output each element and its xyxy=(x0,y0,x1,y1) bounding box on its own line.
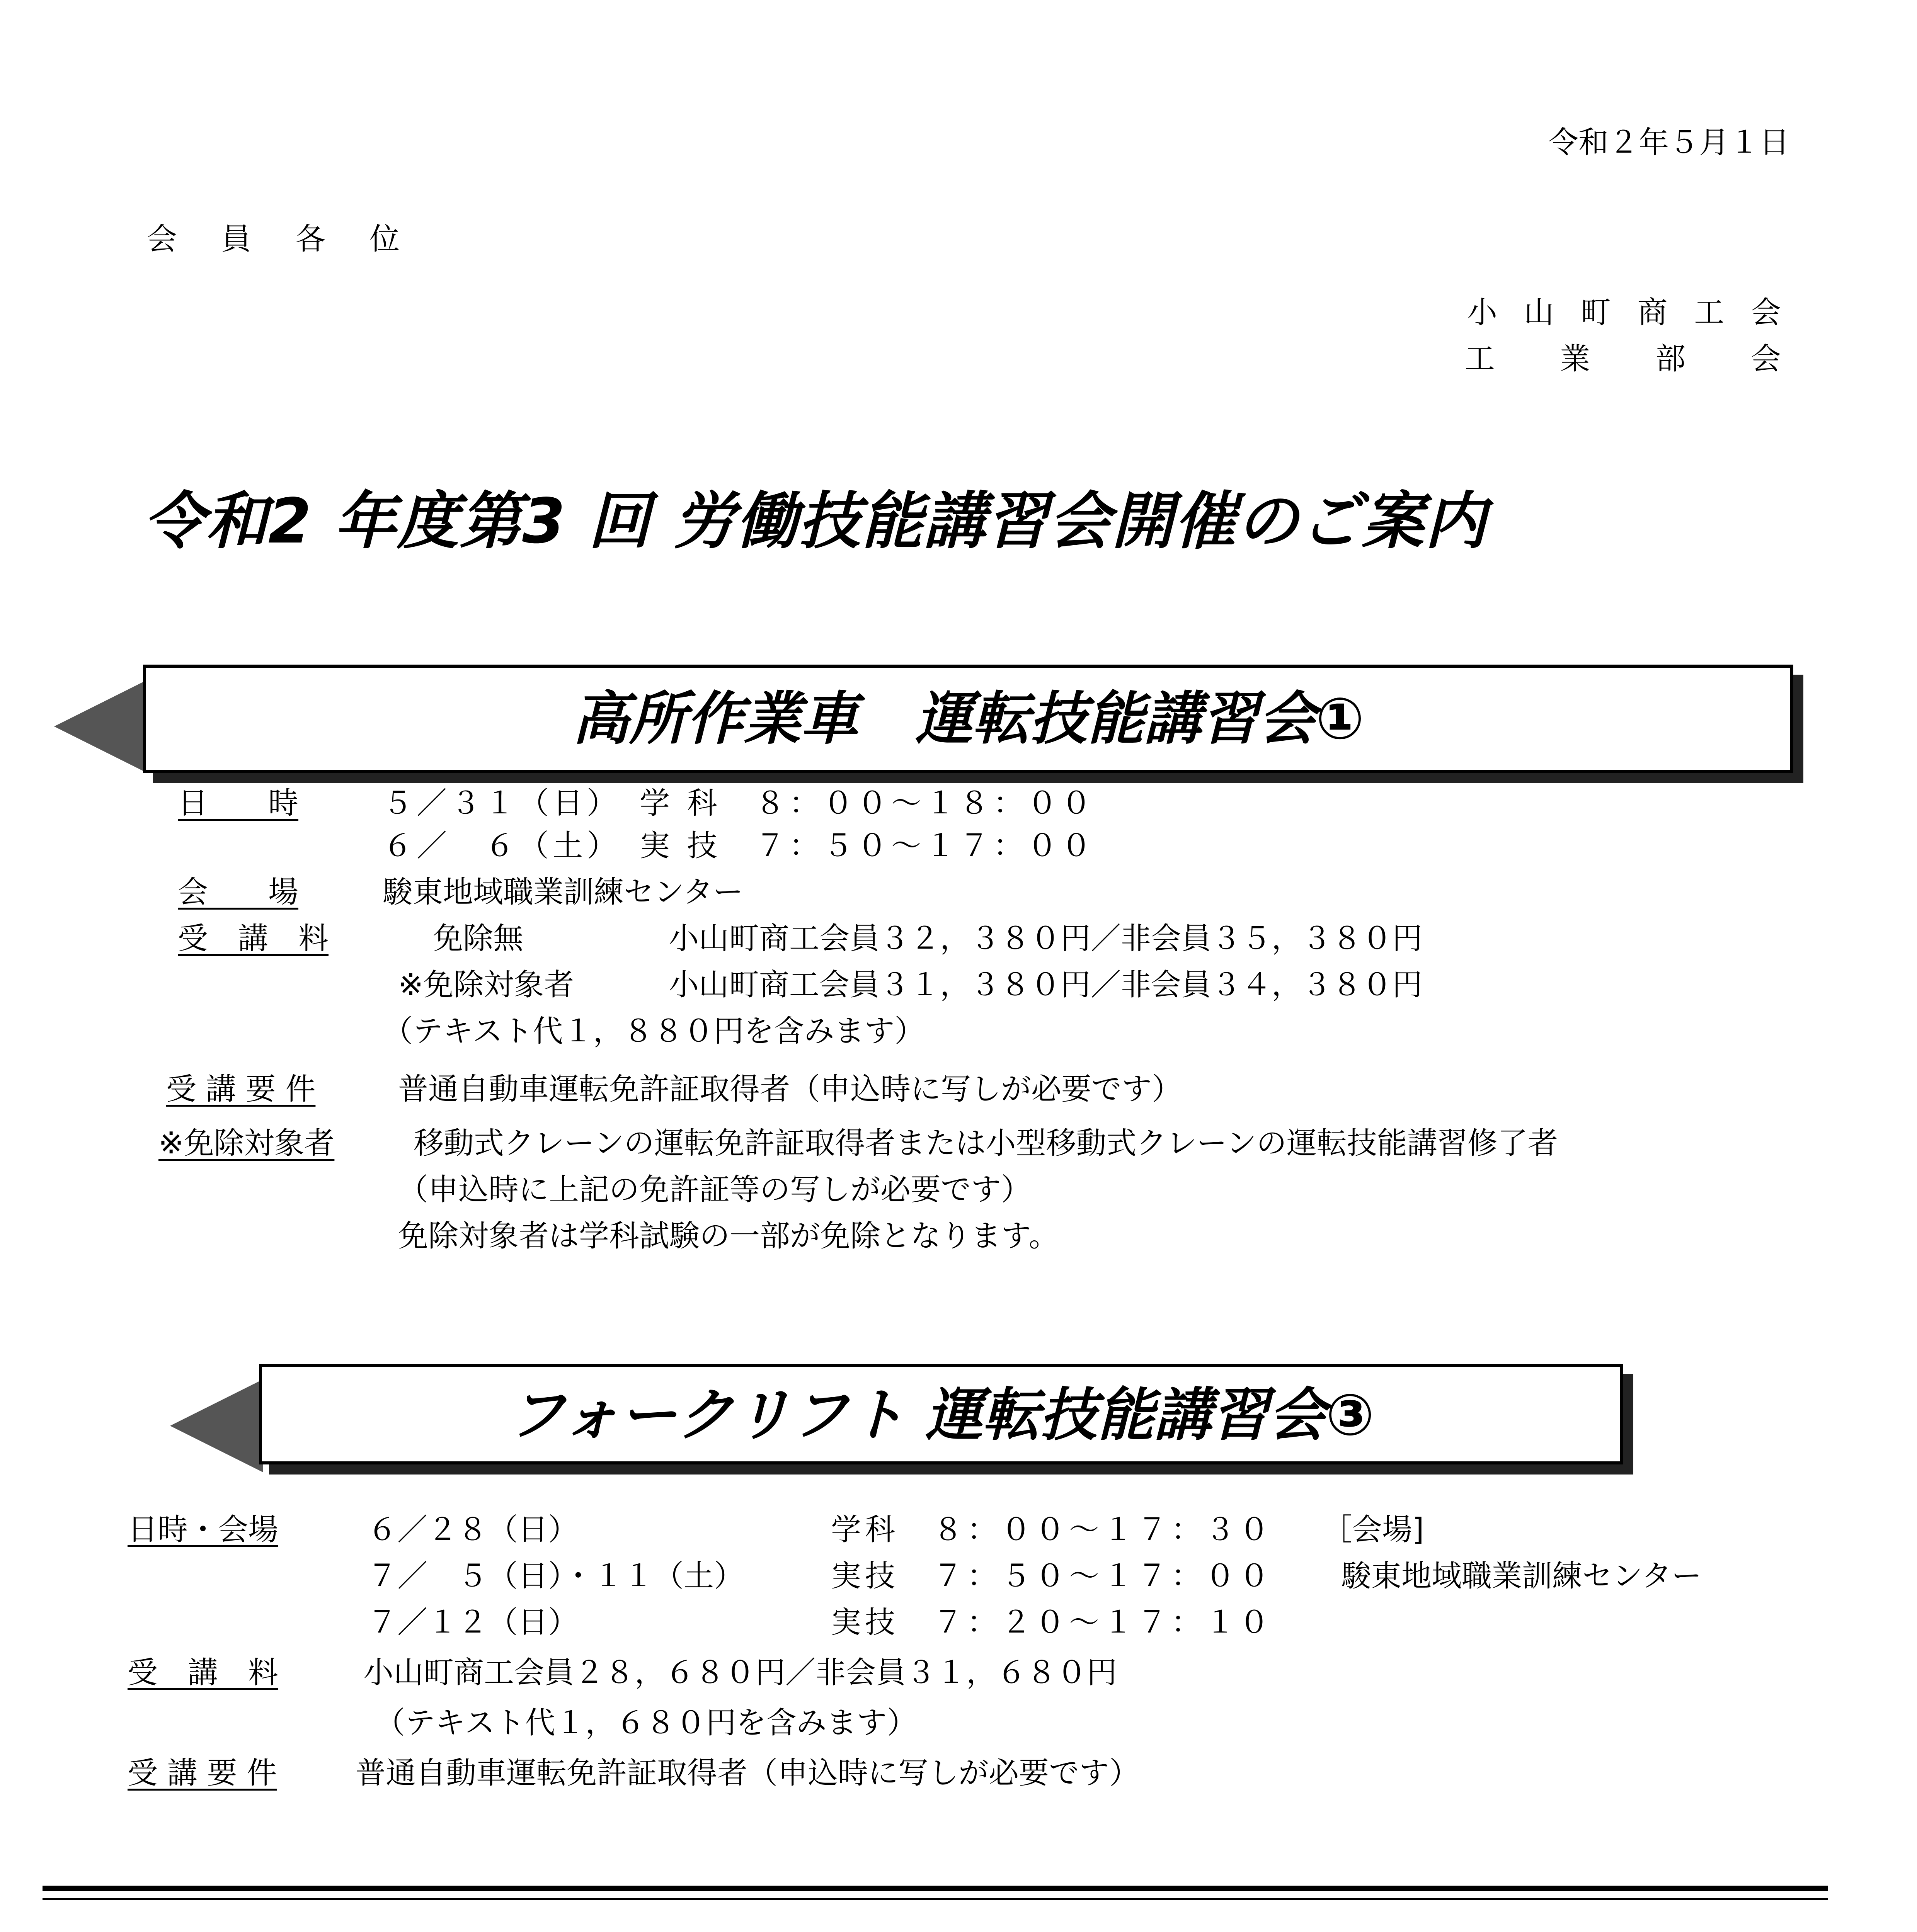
s2-fee-label: 受 講 料 xyxy=(128,1655,279,1690)
section1-wedge-shape xyxy=(54,680,155,773)
s2-venue: 駿東地域職業訓練センター xyxy=(1341,1559,1702,1594)
s1-datetime-line-1: ５／３１（日） 学 科 ８：００～１８：００ xyxy=(383,786,1095,821)
s2-schedule-session-2: 実技 ７：５０～１７：００ xyxy=(831,1559,1273,1594)
organization-label xyxy=(193,1928,1001,1932)
s1-datetime-line-2: ６／ ６（土） 実 技 ７：５０～１７：００ xyxy=(383,828,1095,863)
s2-datetime-label: 日時・会場 xyxy=(128,1512,279,1547)
s1-fee-label: 受 講 料 xyxy=(178,921,329,956)
s2-requirement: 普通自動車運転免許証取得者（申込時に写しが必要です） xyxy=(356,1756,1140,1791)
s1-venue: 駿東地域職業訓練センター xyxy=(383,875,743,910)
top-thin-rule xyxy=(43,1898,1828,1900)
s1-requirement: 普通自動車運転免許証取得者（申込時に写しが必要です） xyxy=(398,1072,1182,1107)
s1-exempt-label: ※免除対象者 xyxy=(158,1126,335,1161)
s2-schedule-date-2: ７／ ５（日）・１１（土） xyxy=(367,1559,744,1594)
section2-wedge-shape xyxy=(170,1379,271,1472)
s2-fee-note: （テキスト代１，６８０円を含みます） xyxy=(375,1706,917,1740)
s2-fee: 小山町商工会員２８，６８０円／非会員３１，６８０円 xyxy=(363,1655,1117,1690)
recipient: 会 員 各 位 xyxy=(147,222,407,257)
s1-venue-label: 会 場 xyxy=(178,875,299,910)
s2-venue-label: ［会場] xyxy=(1322,1512,1424,1547)
section2-title: フォークリフト 運転技能講習会③ xyxy=(508,1382,1374,1448)
section2-title-box xyxy=(259,1364,1623,1464)
sender-division: 工 業 部 会 xyxy=(1464,342,1789,376)
s1-req-label: 受 講 要 件 xyxy=(166,1072,316,1107)
s1-fee-category-1: 免除無 xyxy=(433,921,524,956)
s2-req-label: 受 講 要 件 xyxy=(128,1756,277,1791)
s2-schedule-date-3: ７／１２（日） xyxy=(367,1605,579,1640)
top-thick-rule xyxy=(43,1886,1828,1891)
section1-title-box xyxy=(143,665,1793,773)
s1-exempt-line-3: 免除対象者は学科試験の一部が免除となります。 xyxy=(398,1219,1059,1253)
s1-exempt-line-1: 移動式クレーンの運転免許証取得者または小型移動式クレーンの運転技能講習修了者 xyxy=(414,1126,1558,1161)
s1-fee-category-2: ※免除対象者 xyxy=(398,968,574,1002)
s1-fee-price-1: 小山町商工会員３２，３８０円／非会員３５，３８０円 xyxy=(669,921,1423,956)
s1-datetime-label: 日 時 xyxy=(178,786,299,821)
s2-schedule-session-1: 学科 ８：００～１７：３０ xyxy=(831,1512,1273,1547)
s1-fee-note: （テキスト代１，８８０円を含みます） xyxy=(383,1014,925,1049)
sender-org: 小 山 町 商 工 会 xyxy=(1467,295,1789,330)
issue-date: 令和２年５月１日 xyxy=(1548,125,1789,160)
page-title: 令和2 年度第3 回 労働技能講習会開催のご案内 xyxy=(143,485,1487,557)
s1-exempt-line-2: （申込時に上記の免許証等の写しが必要です） xyxy=(398,1172,1032,1207)
s1-fee-price-2: 小山町商工会員３１，３８０円／非会員３４，３８０円 xyxy=(669,968,1423,1002)
s2-schedule-session-3: 実技 ７：２０～１７：１０ xyxy=(831,1605,1273,1640)
section1-title: 高所作業車 運転技能講習会① xyxy=(572,685,1364,752)
s2-schedule-date-1: ６／２８（日） xyxy=(367,1512,579,1547)
